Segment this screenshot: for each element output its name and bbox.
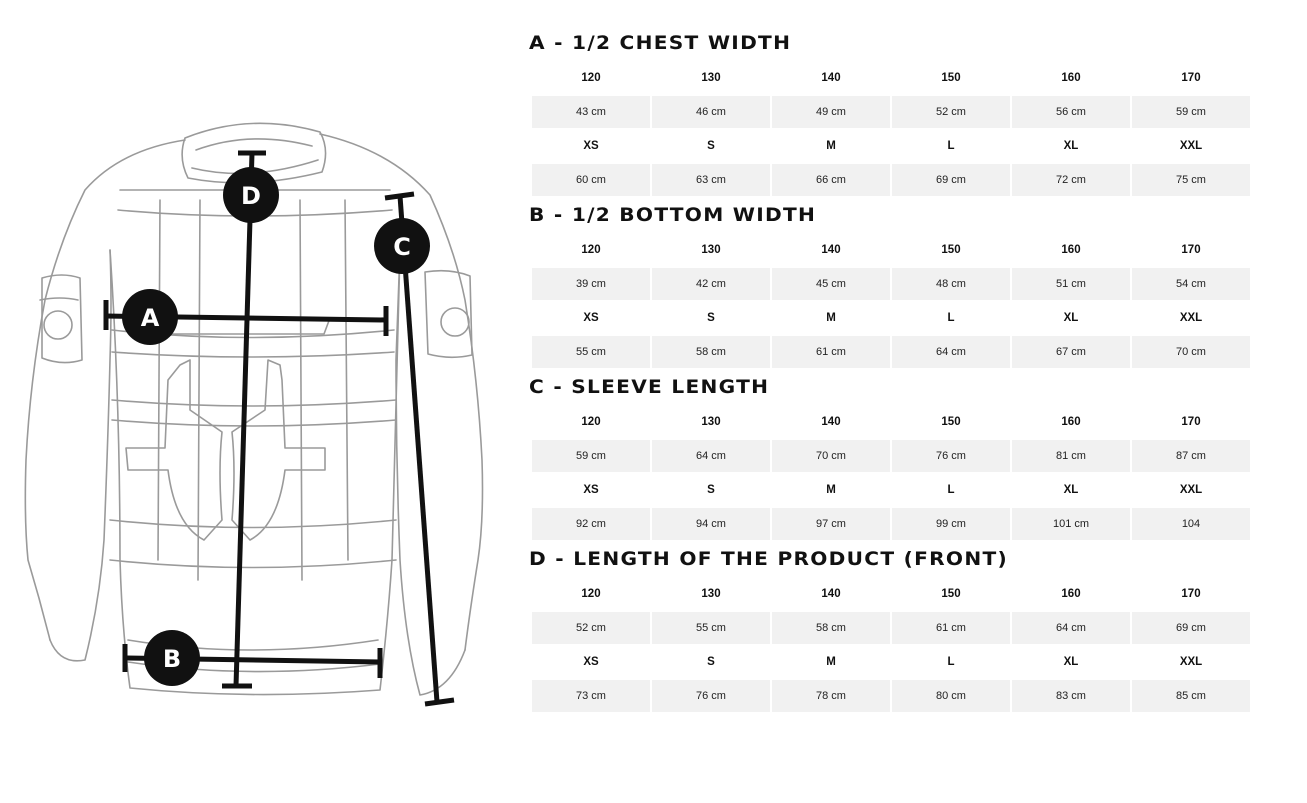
value-cell: 76 cm <box>892 440 1010 472</box>
adult-value-row <box>532 336 1250 368</box>
size-cell: M <box>826 656 836 668</box>
size-cell: XL <box>1063 656 1079 668</box>
value-cell: 69 cm <box>1132 612 1250 644</box>
value-cell: 64 cm <box>1012 612 1130 644</box>
size-cell: XS <box>583 312 599 324</box>
value-cell: 64 cm <box>892 336 1010 368</box>
value-cell: 75 cm <box>1132 164 1250 196</box>
value-cell: 83 cm <box>1012 680 1130 712</box>
size-table <box>530 576 1252 714</box>
value-cell: 70 cm <box>1132 336 1250 368</box>
size-cell: L <box>947 312 955 324</box>
section-product-length <box>528 542 1252 714</box>
value-cell: 49 cm <box>772 96 890 128</box>
value-cell: 55 cm <box>532 336 650 368</box>
size-cell: XS <box>583 484 599 496</box>
size-cell: 170 <box>1181 244 1201 256</box>
kids-size-row <box>532 578 1250 610</box>
kids-value-row <box>532 440 1250 472</box>
marker-d-label: D <box>241 182 261 210</box>
size-cell: XL <box>1063 484 1079 496</box>
size-table <box>530 404 1252 542</box>
value-cell: 69 cm <box>892 164 1010 196</box>
size-cell: L <box>947 484 955 496</box>
size-cell: 160 <box>1061 588 1081 600</box>
kids-size-row <box>532 406 1250 438</box>
value-cell: 61 cm <box>892 612 1010 644</box>
value-cell: 56 cm <box>1012 96 1130 128</box>
size-cell: 150 <box>941 72 961 84</box>
size-cell: S <box>707 484 715 496</box>
value-cell: 97 cm <box>772 508 890 540</box>
adult-value-row <box>532 680 1250 712</box>
size-cell: 160 <box>1061 416 1081 428</box>
value-cell: 85 cm <box>1132 680 1250 712</box>
size-cell: L <box>947 140 955 152</box>
value-cell: 60 cm <box>532 164 650 196</box>
value-cell: 73 cm <box>532 680 650 712</box>
marker-c-label: C <box>393 233 411 261</box>
size-cell: M <box>826 484 836 496</box>
value-cell: 59 cm <box>1132 96 1250 128</box>
value-cell: 59 cm <box>532 440 650 472</box>
value-cell: 66 cm <box>772 164 890 196</box>
size-cell: 140 <box>821 72 841 84</box>
value-cell: 54 cm <box>1132 268 1250 300</box>
size-cell: XL <box>1063 140 1079 152</box>
marker-d <box>223 167 279 223</box>
marker-a-label: A <box>140 304 160 332</box>
kids-size-row <box>532 234 1250 266</box>
value-cell: 92 cm <box>532 508 650 540</box>
value-cell: 51 cm <box>1012 268 1130 300</box>
size-cell: XS <box>583 656 599 668</box>
value-cell: 70 cm <box>772 440 890 472</box>
adult-value-row <box>532 508 1250 540</box>
section-title: B - 1/2 BOTTOM WIDTH <box>529 204 817 226</box>
size-cell: M <box>826 312 836 324</box>
value-cell: 81 cm <box>1012 440 1130 472</box>
adult-size-row <box>532 302 1250 334</box>
value-cell: 55 cm <box>652 612 770 644</box>
value-cell: 61 cm <box>772 336 890 368</box>
size-tables <box>528 26 1252 714</box>
size-cell: 130 <box>701 588 721 600</box>
size-cell: XXL <box>1179 656 1203 668</box>
kids-size-row <box>532 62 1250 94</box>
size-cell: XXL <box>1179 484 1203 496</box>
value-cell: 45 cm <box>772 268 890 300</box>
size-cell: 170 <box>1181 72 1201 84</box>
adult-size-row <box>532 474 1250 506</box>
size-cell: 160 <box>1061 72 1081 84</box>
size-cell: 170 <box>1181 588 1201 600</box>
size-cell: 150 <box>941 588 961 600</box>
size-table <box>530 60 1252 198</box>
size-cell: XS <box>583 140 599 152</box>
adult-size-row <box>532 646 1250 678</box>
value-cell: 58 cm <box>772 612 890 644</box>
size-cell: XL <box>1063 312 1079 324</box>
size-cell: 130 <box>701 72 721 84</box>
value-cell: 52 cm <box>532 612 650 644</box>
value-cell: 63 cm <box>652 164 770 196</box>
size-cell: 140 <box>821 588 841 600</box>
value-cell: 94 cm <box>652 508 770 540</box>
size-cell: S <box>707 140 715 152</box>
value-cell: 64 cm <box>652 440 770 472</box>
value-cell: 52 cm <box>892 96 1010 128</box>
size-cell: S <box>707 656 715 668</box>
section-sleeve-length <box>528 370 1252 542</box>
size-cell: 130 <box>701 416 721 428</box>
value-cell: 39 cm <box>532 268 650 300</box>
marker-a <box>122 289 178 345</box>
value-cell: 46 cm <box>652 96 770 128</box>
value-cell: 43 cm <box>532 96 650 128</box>
kids-value-row <box>532 96 1250 128</box>
size-cell: 160 <box>1061 244 1081 256</box>
value-cell: 101 cm <box>1012 508 1130 540</box>
kids-value-row <box>532 612 1250 644</box>
value-cell: 104 <box>1132 508 1250 540</box>
size-cell: XXL <box>1179 140 1203 152</box>
size-cell: 120 <box>581 416 601 428</box>
marker-c <box>374 218 430 274</box>
size-cell: 130 <box>701 244 721 256</box>
size-cell: 150 <box>941 416 961 428</box>
adult-size-row <box>532 130 1250 162</box>
size-cell: S <box>707 312 715 324</box>
section-title: D - LENGTH OF THE PRODUCT (FRONT) <box>529 548 1008 570</box>
jacket-measurement-illustration <box>0 0 510 803</box>
size-cell: 140 <box>821 416 841 428</box>
size-cell: L <box>947 656 955 668</box>
marker-b-label: B <box>162 645 182 673</box>
size-cell: 170 <box>1181 416 1201 428</box>
size-cell: 140 <box>821 244 841 256</box>
section-bottom-width <box>528 198 1252 370</box>
value-cell: 99 cm <box>892 508 1010 540</box>
section-title: C - SLEEVE LENGTH <box>529 376 770 398</box>
size-cell: XXL <box>1179 312 1203 324</box>
size-cell: 120 <box>581 588 601 600</box>
value-cell: 42 cm <box>652 268 770 300</box>
size-table <box>530 232 1252 370</box>
value-cell: 67 cm <box>1012 336 1130 368</box>
size-cell: 120 <box>581 244 601 256</box>
value-cell: 48 cm <box>892 268 1010 300</box>
value-cell: 76 cm <box>652 680 770 712</box>
value-cell: 72 cm <box>1012 164 1130 196</box>
kids-value-row <box>532 268 1250 300</box>
section-chest-width <box>528 26 1252 198</box>
size-cell: 120 <box>581 72 601 84</box>
size-cell: 150 <box>941 244 961 256</box>
section-title: A - 1/2 CHEST WIDTH <box>529 32 792 54</box>
value-cell: 78 cm <box>772 680 890 712</box>
adult-value-row <box>532 164 1250 196</box>
value-cell: 80 cm <box>892 680 1010 712</box>
size-cell: M <box>826 140 836 152</box>
value-cell: 58 cm <box>652 336 770 368</box>
value-cell: 87 cm <box>1132 440 1250 472</box>
marker-b <box>144 630 200 686</box>
